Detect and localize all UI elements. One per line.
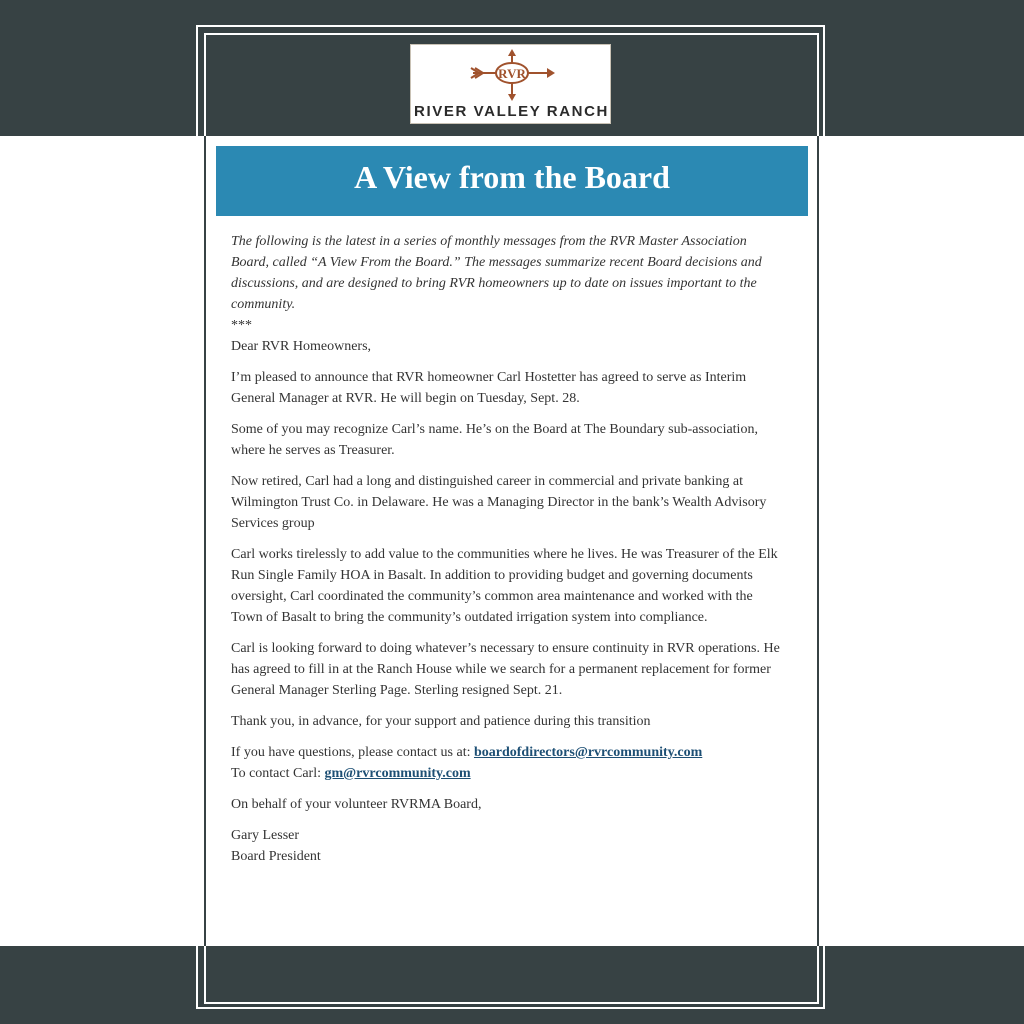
board-email-link[interactable]: boardofdirectors@rvrcommunity.com (473, 745, 703, 760)
questions-label: If you have questions, please contact us at: (231, 745, 471, 760)
paragraph-recognition: Some of you may recognize Carl’s name. He’s on the Board at The Boundary sub-association, where he serves as Treasurer. (231, 422, 758, 458)
signature-role: Board President (231, 849, 321, 864)
paragraph-thanks: Thank you, in advance, for your support and patience during this transition (231, 714, 651, 729)
paragraph-community-work: Carl works tirelessly to add value to the communities where he lives. He was Treasurer of the Elk Run Single Family HOA in Basalt. In addition to providing budget and governing documents oversight, Carl coordinated the community’s common area maintenance and worked with the Town of Basalt to bring the community’s outdated irrigation system into compliance. (231, 547, 778, 625)
page-title: A View from the Board (216, 146, 808, 216)
carl-contact-label: To contact Carl: (231, 766, 321, 781)
signature (231, 825, 787, 867)
logo-monogram: RVR (498, 66, 526, 81)
inner-frame-bottom (204, 946, 819, 1004)
paragraph-career: Now retired, Carl had a long and distinguished career in commercial and private banking at Wilmington Trust Co. in Delaware. He was a Managing Director in the bank’s Wealth Advisory Services group (231, 474, 767, 531)
paragraph-continuity: Carl is looking forward to doing whatever’s necessary to ensure continuity in RVR operations. He has agreed to fill in at the Ranch House while we search for a permanent replacement for former General Manager Sterling Page. Sterling resigned Sept. 21. (231, 641, 780, 698)
separator: *** (231, 318, 252, 333)
river-valley-ranch-logo[interactable] (410, 44, 611, 124)
closing: On behalf of your volunteer RVRMA Board, (231, 797, 482, 812)
contact-block (231, 742, 787, 784)
salutation: Dear RVR Homeowners, (231, 339, 372, 354)
rvr-brand-icon (467, 49, 557, 101)
intro-text: The following is the latest in a series of monthly messages from the RVR Master Association Board, called “A View From the Board.” The messages summarize recent Board decisions and discussions, and are designed to bring RVR homeowners up to date on issues important to the community. (231, 234, 762, 312)
paragraph-announcement: I’m pleased to announce that RVR homeowner Carl Hostetter has agreed to serve as Interim General Manager at RVR. He will begin on Tuesday, Sept. 28. (231, 370, 747, 406)
signature-name: Gary Lesser (231, 828, 300, 843)
letter-body (231, 231, 787, 877)
logo-name: RIVER VALLEY RANCH (414, 103, 609, 120)
gm-email-link[interactable]: gm@rvrcommunity.com (324, 766, 471, 781)
